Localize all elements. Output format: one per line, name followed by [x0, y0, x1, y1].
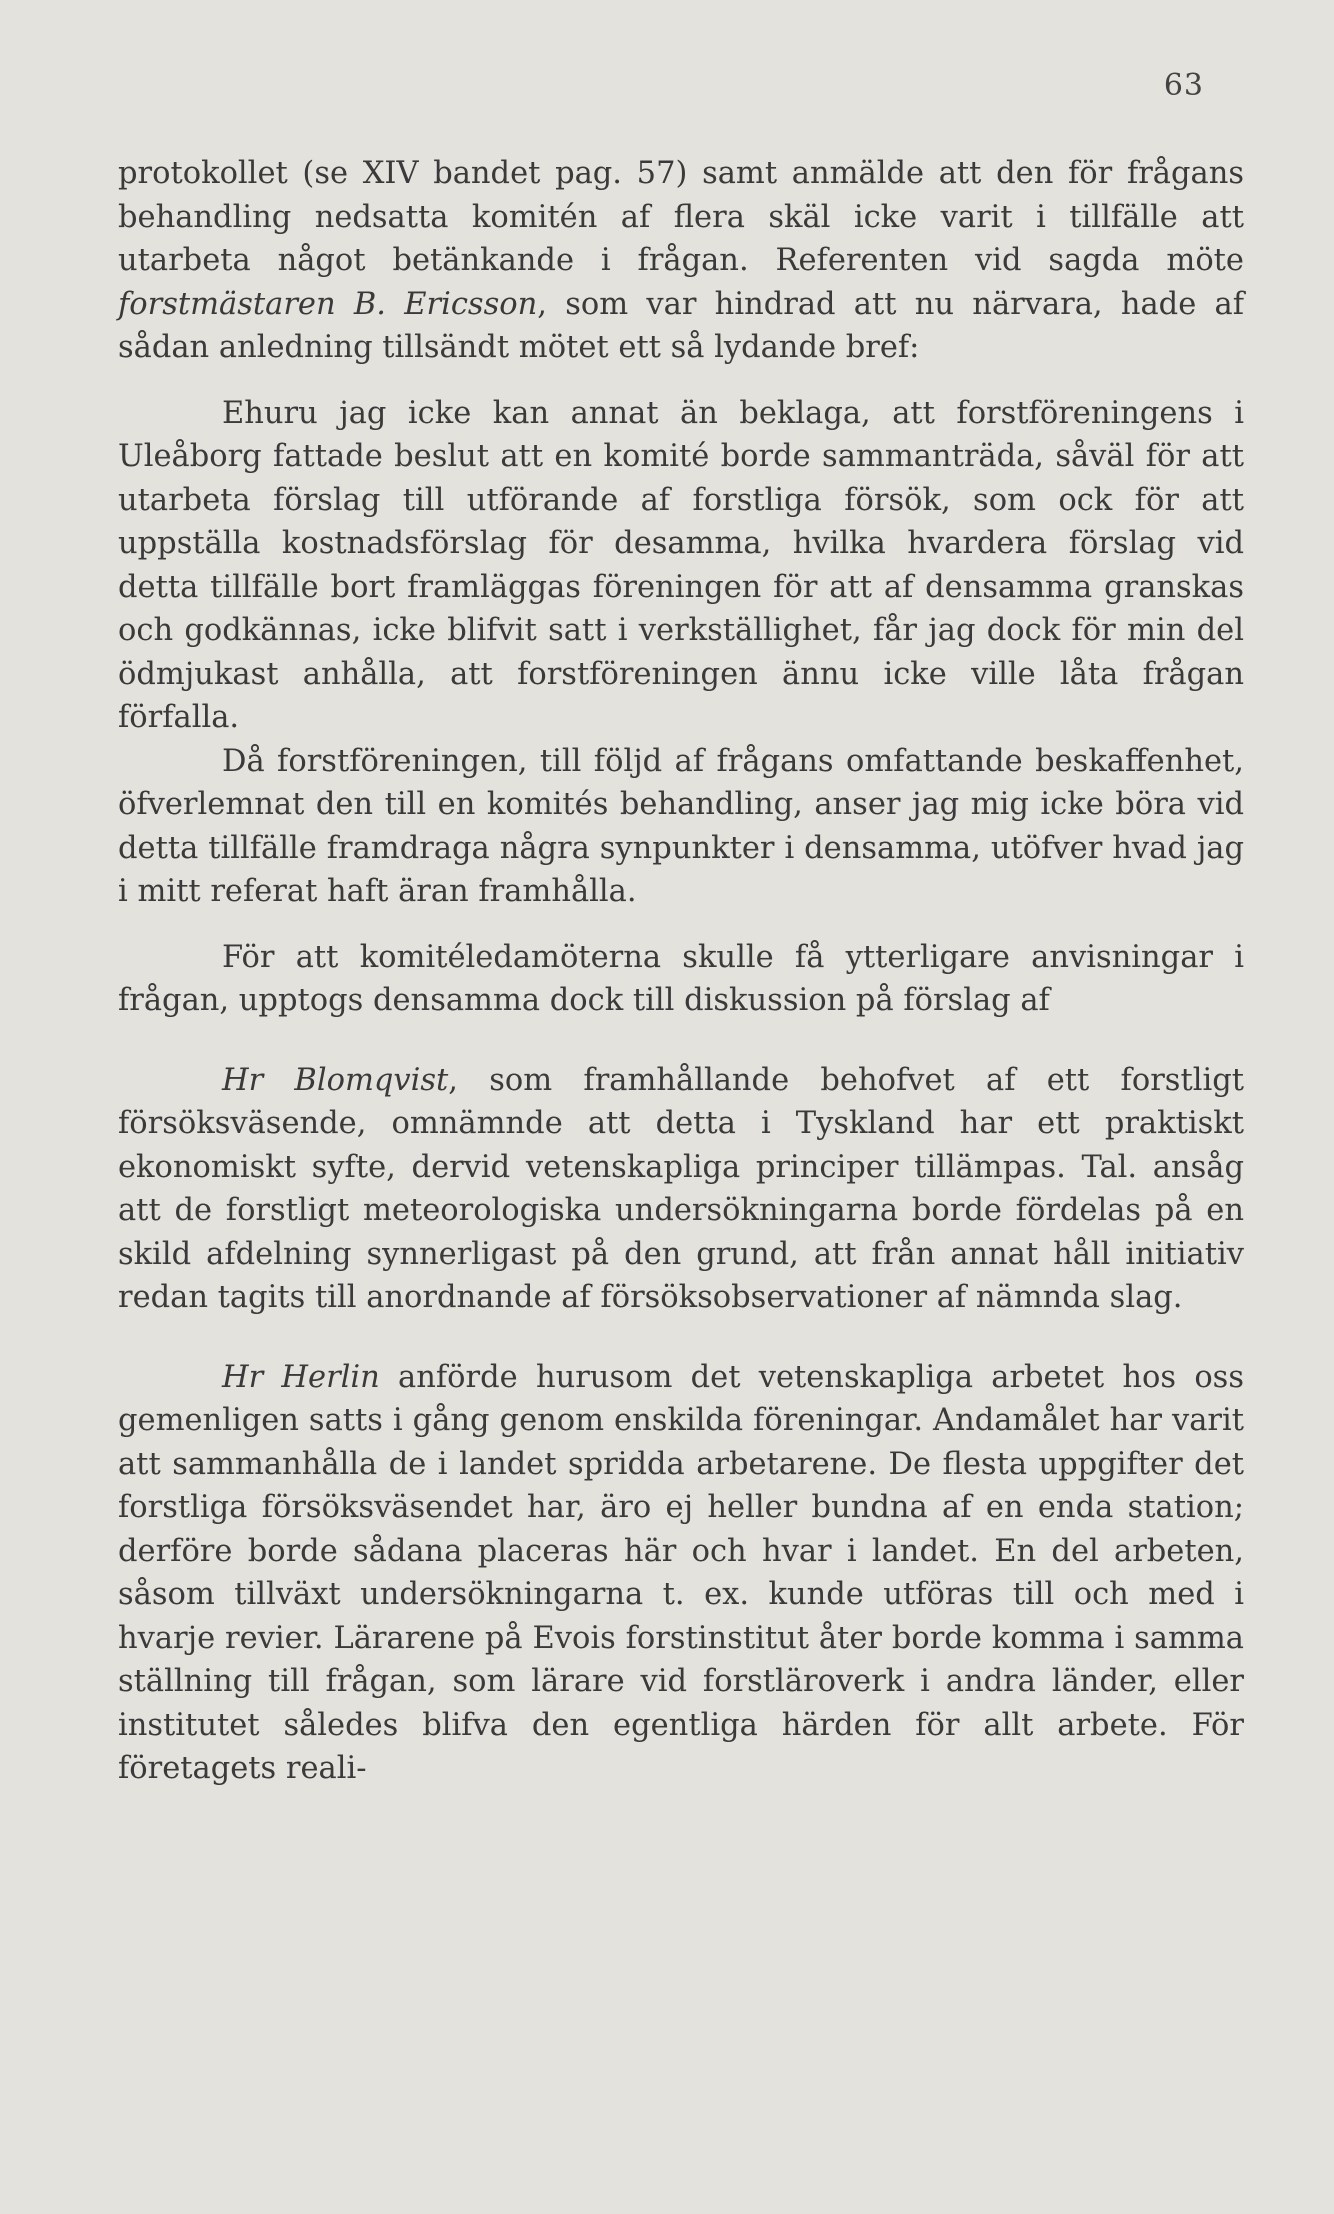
- paragraph-6-text: anförde hurusom det vetenskapliga arbetet hos oss gemenligen satts i gång genom enskilda föreningar. Andamålet har varit att sammanhålla de i landet spridda arbetarene. De flesta uppgifter det forstliga försöksväsendet har, äro ej heller bundna af en enda station; derföre borde sådana placeras här och hvar i landet. En del arbeten, såsom tillväxt undersökningarna t. ex. kunde utföras till och med i hvarje revier. Lärarene på Evois forstinstitut åter borde komma i samma ställning till frågan, som lärare vid forstläroverk i andra länder, eller institutet således blifva den egentliga härden för allt arbete. För företagets reali-: [118, 1359, 1244, 1786]
- paragraph-5-text: , som framhållande behofvet af ett forstligt försöksväsende, omnämnde att detta i Tyskland har ett praktiskt ekonomiskt syfte, dervid vetenskapliga principer tillämpas. Tal. ansåg att de forstligt meteorologiska undersökningarna borde fördelas på en skild afdelning synnerligast på den grund, att från annat håll initiativ redan tagits till anordnande af försöksobservationer af nämnda slag.: [118, 1062, 1244, 1315]
- paragraph-1: [118, 152, 1244, 370]
- body-text: [118, 152, 1244, 1791]
- paragraph-4: För att komitéledamöterna skulle få ytterligare anvisningar i frågan, upptogs densamma dock till diskussion på förslag af: [118, 939, 1244, 1018]
- paragraph-6: [118, 1356, 1244, 1791]
- paragraph-1-italic-name: forstmästaren B. Ericsson: [118, 286, 538, 322]
- paragraph-2-letter: Ehuru jag icke kan annat än beklaga, att forstföreningens i Uleåborg fattade beslut att en komité borde sammanträda, såväl för att utarbeta förslag till utförande af forstliga försök, som ock för att uppställa kostnadsförslag för desamma, hvilka hvardera förslag vid detta tillfälle bort framläggas föreningen för att af densamma granskas och godkännas, icke blifvit satt i verkställighet, får jag dock för min del ödmjukast anhålla, att forstföreningen ännu icke ville låta frågan förfalla.: [118, 395, 1244, 735]
- page-number: 63: [1163, 68, 1204, 103]
- paragraph-1-text-a: protokollet (se XIV bandet pag. 57) samt anmälde att den för frågans behandling nedsatta komitén af flera skäl icke varit i tillfälle att utarbeta något betänkande i frågan. Referenten vid sagda möte: [118, 156, 1244, 278]
- paragraph-5: [118, 1059, 1244, 1320]
- speaker-blomqvist: Hr Blomqvist: [222, 1062, 449, 1098]
- speaker-herlin: Hr Herlin: [222, 1359, 380, 1395]
- paragraph-1-text-b: , som var hindrad att nu närvara, hade af sådan anledning tillsändt mötet ett så lydande bref:: [118, 286, 1244, 365]
- paragraph-3-letter: Då forstföreningen, till följd af frågans omfattande beskaffenhet, öfverlemnat den till en komités behandling, anser jag mig icke böra vid detta tillfälle framdraga några synpunkter i densamma, utöfver hvad jag i mitt referat haft äran framhålla.: [118, 743, 1244, 909]
